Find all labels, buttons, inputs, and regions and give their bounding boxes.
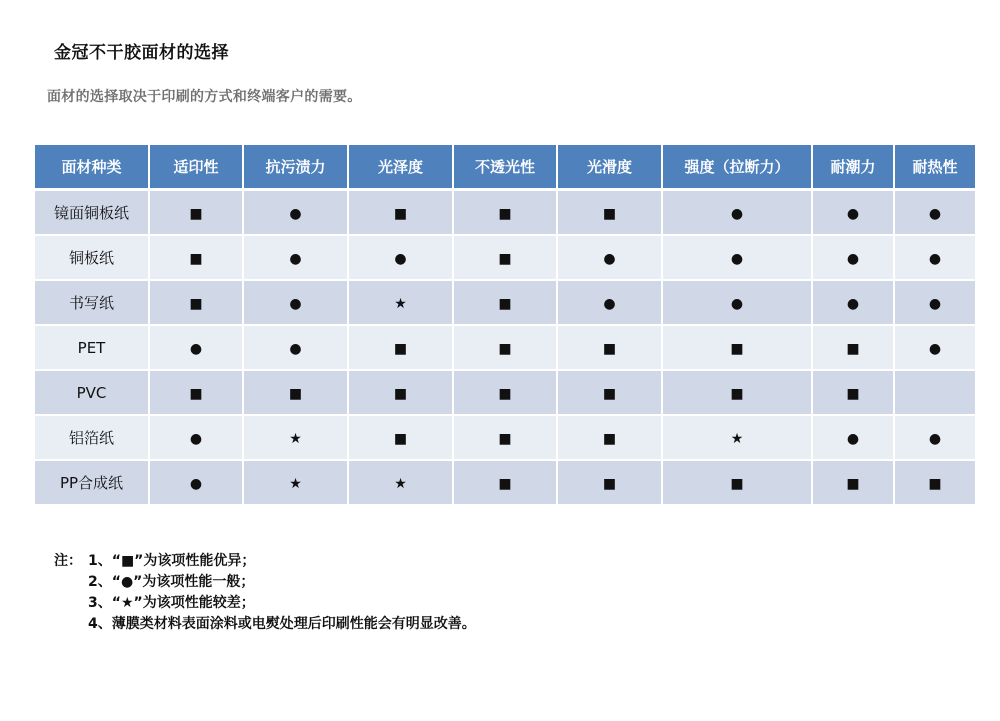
rating-symbol: ●	[846, 295, 860, 312]
rating-mark	[894, 190, 975, 236]
note-number: 3、	[88, 595, 112, 611]
rating-mark	[894, 415, 975, 460]
rating-mark	[557, 460, 662, 504]
rating-symbol: ●	[189, 475, 203, 492]
rating-symbol: ■	[498, 295, 512, 312]
rating-symbol: ■	[846, 340, 860, 357]
rating-mark	[149, 415, 243, 460]
table-row	[35, 370, 975, 415]
rating-mark	[894, 325, 975, 370]
rating-symbol: ■	[189, 295, 203, 312]
table-row	[35, 280, 975, 325]
rating-mark	[812, 415, 894, 460]
rating-mark	[812, 370, 894, 415]
column-header-moisture-resistance: 耐潮力	[812, 145, 894, 190]
rating-symbol: ●	[846, 205, 860, 222]
rating-mark	[243, 235, 348, 280]
rating-symbol: ■	[498, 250, 512, 267]
material-comparison-table	[35, 145, 975, 504]
rating-symbol: ●	[189, 430, 203, 447]
rating-symbol: ●	[289, 205, 302, 222]
rating-mark	[453, 235, 557, 280]
rating-mark	[662, 325, 812, 370]
rating-mark	[662, 190, 812, 236]
rating-symbol: ■	[846, 475, 860, 492]
rating-symbol: ■	[189, 250, 203, 267]
rating-mark	[243, 370, 348, 415]
rating-mark	[453, 370, 557, 415]
notes-prefix: 注：	[54, 553, 82, 569]
rating-symbol: ■	[602, 340, 617, 357]
rating-mark	[348, 415, 453, 460]
rating-symbol: ■	[730, 475, 744, 492]
rating-mark	[662, 235, 812, 280]
rating-symbol: ■	[602, 475, 617, 492]
rating-mark	[348, 370, 453, 415]
rating-mark	[557, 415, 662, 460]
rating-symbol: ●	[928, 340, 942, 357]
note-number: 2、	[88, 574, 112, 590]
rating-symbol: ●	[730, 205, 744, 222]
rating-mark	[557, 325, 662, 370]
rating-mark	[149, 190, 243, 236]
rating-mark	[557, 280, 662, 325]
note-item	[54, 593, 476, 614]
table-header-row	[35, 145, 975, 190]
rating-symbol: ●	[928, 295, 942, 312]
rating-symbol: ●	[730, 295, 744, 312]
rating-mark	[453, 190, 557, 236]
rating-symbol: ●	[928, 430, 942, 447]
note-number: 4、	[88, 616, 112, 632]
table-row	[35, 460, 975, 504]
rating-mark	[243, 325, 348, 370]
note-text: “■”为该项性能优异；	[111, 553, 256, 569]
rating-mark	[348, 235, 453, 280]
rating-symbol: ●	[603, 295, 616, 312]
note-item	[54, 551, 476, 572]
material-name: PVC	[35, 370, 149, 415]
rating-mark	[348, 280, 453, 325]
rating-symbol: ★	[394, 295, 407, 312]
rating-mark	[812, 280, 894, 325]
rating-symbol: ■	[393, 340, 408, 357]
rating-mark	[812, 235, 894, 280]
rating-symbol: ●	[289, 250, 302, 267]
table-row	[35, 415, 975, 460]
column-header-printability: 适印性	[149, 145, 243, 190]
page-subtitle: 面材的选择取决于印刷的方式和终端客户的需要。	[47, 89, 362, 105]
rating-symbol: ■	[393, 430, 408, 447]
rating-mark	[894, 370, 975, 415]
rating-symbol: ■	[928, 475, 942, 492]
rating-mark	[149, 460, 243, 504]
rating-mark	[812, 460, 894, 504]
column-header-smoothness: 光滑度	[557, 145, 662, 190]
material-name: 镜面铜板纸	[35, 190, 149, 236]
rating-mark	[149, 235, 243, 280]
rating-mark	[453, 280, 557, 325]
rating-symbol: ●	[928, 205, 942, 222]
rating-mark	[348, 190, 453, 236]
material-name: 书写纸	[35, 280, 149, 325]
column-header-material: 面材种类	[35, 145, 149, 190]
rating-mark	[662, 415, 812, 460]
rating-mark	[894, 460, 975, 504]
rating-symbol: ●	[289, 295, 302, 312]
rating-symbol: ●	[846, 430, 860, 447]
note-item	[54, 614, 476, 635]
rating-mark	[557, 190, 662, 236]
rating-symbol: ●	[289, 340, 302, 357]
rating-mark	[243, 190, 348, 236]
notes-section	[54, 551, 476, 635]
material-name: PP合成纸	[35, 460, 149, 504]
rating-mark	[812, 190, 894, 236]
rating-symbol: ★	[289, 475, 302, 492]
rating-mark	[453, 415, 557, 460]
rating-symbol: ■	[498, 475, 512, 492]
rating-mark	[243, 460, 348, 504]
rating-symbol: ■	[189, 385, 203, 402]
material-name: PET	[35, 325, 149, 370]
rating-symbol: ●	[928, 250, 942, 267]
table-row	[35, 190, 975, 236]
rating-mark	[894, 235, 975, 280]
rating-symbol: ■	[393, 205, 408, 222]
rating-symbol: ★	[289, 430, 302, 447]
rating-mark	[243, 415, 348, 460]
note-number: 1、	[88, 553, 112, 569]
table-row	[35, 325, 975, 370]
rating-mark	[894, 280, 975, 325]
rating-symbol: ■	[189, 205, 203, 222]
rating-symbol: ■	[602, 430, 617, 447]
material-name: 铜板纸	[35, 235, 149, 280]
rating-symbol: ■	[393, 385, 408, 402]
rating-symbol: ■	[498, 205, 512, 222]
rating-symbol: ■	[498, 340, 512, 357]
rating-symbol: ●	[846, 250, 860, 267]
column-header-opacity: 不透光性	[453, 145, 557, 190]
rating-mark	[348, 460, 453, 504]
rating-symbol: ★	[730, 430, 744, 447]
rating-symbol: ■	[730, 340, 744, 357]
rating-symbol: ■	[602, 385, 617, 402]
rating-mark	[348, 325, 453, 370]
column-header-tensile-strength: 强度（拉断力）	[662, 145, 812, 190]
column-header-stain-resistance: 抗污渍力	[243, 145, 348, 190]
column-header-heat-resistance: 耐热性	[894, 145, 975, 190]
rating-symbol: ●	[394, 250, 407, 267]
rating-mark	[149, 370, 243, 415]
rating-symbol: ■	[498, 385, 512, 402]
note-text: 薄膜类材料表面涂料或电熨处理后印刷性能会有明显改善。	[111, 616, 476, 632]
rating-symbol: ●	[189, 340, 203, 357]
rating-mark	[149, 280, 243, 325]
rating-mark	[557, 370, 662, 415]
rating-mark	[662, 460, 812, 504]
rating-mark	[453, 325, 557, 370]
rating-symbol: ★	[394, 475, 407, 492]
rating-mark	[662, 280, 812, 325]
rating-symbol: ■	[602, 205, 617, 222]
column-header-gloss: 光泽度	[348, 145, 453, 190]
rating-mark	[557, 235, 662, 280]
rating-mark	[812, 325, 894, 370]
page-title: 金冠不干胶面材的选择	[54, 43, 229, 63]
rating-mark	[453, 460, 557, 504]
table-row	[35, 235, 975, 280]
rating-symbol: ■	[498, 430, 512, 447]
rating-mark	[662, 370, 812, 415]
rating-symbol: ■	[288, 385, 303, 402]
rating-symbol: ■	[730, 385, 744, 402]
rating-symbol: ●	[730, 250, 744, 267]
rating-mark	[243, 280, 348, 325]
note-item	[54, 572, 476, 593]
note-text: “●”为该项性能一般；	[111, 574, 255, 590]
rating-symbol: ●	[603, 250, 616, 267]
material-name: 铝箔纸	[35, 415, 149, 460]
rating-mark	[149, 325, 243, 370]
note-text: “★”为该项性能较差；	[111, 595, 255, 611]
rating-symbol: ■	[846, 385, 860, 402]
